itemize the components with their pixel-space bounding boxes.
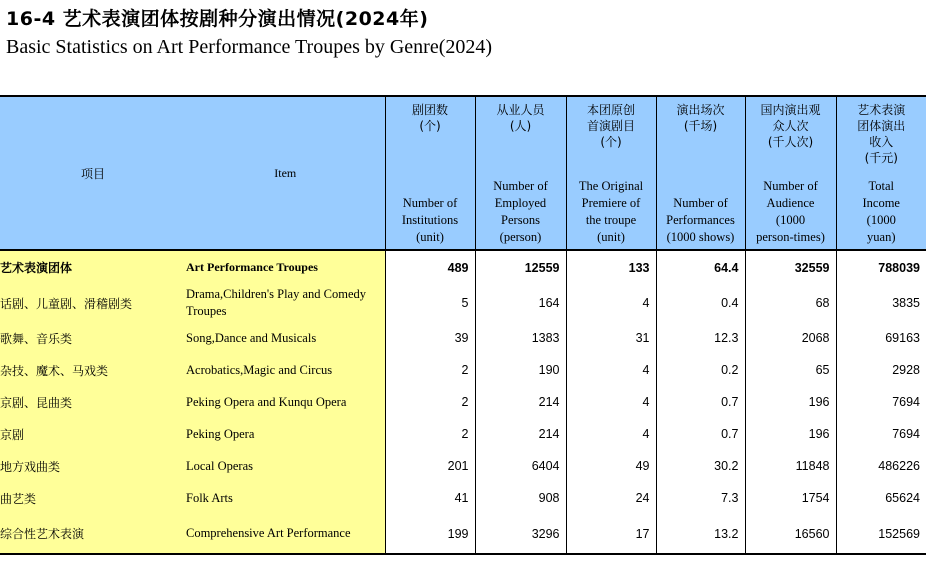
cell-institutions: 199	[385, 514, 475, 554]
column-header-employed-persons	[475, 96, 566, 250]
page-title-chinese: 16-4 艺术表演团体按剧种分演出情况(2024年)	[6, 8, 429, 30]
cell-original-premiere: 49	[566, 450, 656, 482]
cell-performances: 0.2	[656, 354, 745, 386]
cell-performances: 0.7	[656, 386, 745, 418]
row-label-zh: 综合性艺术表演	[0, 514, 186, 554]
table-row	[0, 514, 926, 554]
cell-total-income: 788039	[836, 250, 926, 284]
cell-employed-persons: 214	[475, 418, 566, 450]
cell-total-income: 7694	[836, 418, 926, 450]
row-label-en: Song,Dance and Musicals	[186, 322, 385, 354]
cell-performances: 0.4	[656, 284, 745, 322]
cell-employed-persons: 6404	[475, 450, 566, 482]
table-header-row	[0, 96, 926, 250]
column-header-zh: 剧团数 (个)	[411, 103, 448, 133]
row-label-zh: 杂技、魔术、马戏类	[0, 354, 186, 386]
table-row	[0, 354, 926, 386]
cell-total-income: 2928	[836, 354, 926, 386]
row-label-zh: 歌舞、音乐类	[0, 322, 186, 354]
column-header-en: The Original Premiere of the troupe (unit)	[578, 179, 644, 244]
row-label-en: Comprehensive Art Performance	[186, 514, 385, 554]
row-label-zh: 话剧、儿童剧、滑稽剧类	[0, 284, 186, 322]
cell-institutions: 489	[385, 250, 475, 284]
cell-institutions: 41	[385, 482, 475, 514]
item-header-chinese: 项目	[0, 96, 186, 250]
statistics-table	[0, 95, 926, 555]
cell-original-premiere: 4	[566, 284, 656, 322]
cell-total-income: 152569	[836, 514, 926, 554]
column-header-en: Total Income (1000 yuan)	[862, 179, 900, 244]
row-label-en: Drama,Children's Play and Comedy Troupes	[186, 284, 385, 322]
cell-total-income: 486226	[836, 450, 926, 482]
cell-performances: 0.7	[656, 418, 745, 450]
row-label-zh: 艺术表演团体	[0, 250, 186, 284]
row-label-en: Local Operas	[186, 450, 385, 482]
table-row	[0, 418, 926, 450]
row-label-zh: 京剧、昆曲类	[0, 386, 186, 418]
row-label-en: Art Performance Troupes	[186, 250, 385, 284]
row-label-zh: 京剧	[0, 418, 186, 450]
cell-original-premiere: 31	[566, 322, 656, 354]
row-label-en: Acrobatics,Magic and Circus	[186, 354, 385, 386]
cell-original-premiere: 133	[566, 250, 656, 284]
cell-performances: 64.4	[656, 250, 745, 284]
table-row	[0, 284, 926, 322]
cell-institutions: 201	[385, 450, 475, 482]
table-row	[0, 450, 926, 482]
cell-institutions: 39	[385, 322, 475, 354]
column-header-zh: 国内演出观 众人次 (千人次)	[760, 103, 821, 149]
cell-employed-persons: 164	[475, 284, 566, 322]
row-label-zh: 曲艺类	[0, 482, 186, 514]
column-header-en: Number of Performances (1000 shows)	[666, 196, 735, 244]
column-header-zh: 本团原创 首演剧目 (个)	[586, 103, 635, 149]
cell-institutions: 2	[385, 418, 475, 450]
cell-employed-persons: 3296	[475, 514, 566, 554]
cell-audience: 32559	[745, 250, 836, 284]
cell-original-premiere: 17	[566, 514, 656, 554]
cell-institutions: 5	[385, 284, 475, 322]
cell-audience: 65	[745, 354, 836, 386]
column-header-en: Number of Employed Persons (person)	[493, 179, 548, 244]
column-header-original-premiere	[566, 96, 656, 250]
cell-audience: 196	[745, 418, 836, 450]
page-title-english: Basic Statistics on Art Performance Troupes by Genre(2024)	[6, 36, 493, 58]
cell-original-premiere: 4	[566, 418, 656, 450]
cell-total-income: 3835	[836, 284, 926, 322]
cell-institutions: 2	[385, 354, 475, 386]
cell-institutions: 2	[385, 386, 475, 418]
column-header-zh: 演出场次 (千场)	[676, 103, 725, 133]
column-header-institutions	[385, 96, 475, 250]
cell-audience: 16560	[745, 514, 836, 554]
row-label-en: Peking Opera	[186, 418, 385, 450]
cell-audience: 11848	[745, 450, 836, 482]
cell-performances: 12.3	[656, 322, 745, 354]
column-header-zh: 从业人员 (人)	[496, 103, 545, 133]
cell-performances: 13.2	[656, 514, 745, 554]
table-row	[0, 322, 926, 354]
cell-performances: 7.3	[656, 482, 745, 514]
cell-audience: 68	[745, 284, 836, 322]
cell-original-premiere: 24	[566, 482, 656, 514]
column-header-audience	[745, 96, 836, 250]
cell-employed-persons: 908	[475, 482, 566, 514]
cell-employed-persons: 1383	[475, 322, 566, 354]
cell-original-premiere: 4	[566, 386, 656, 418]
table-row	[0, 482, 926, 514]
column-header-zh: 艺术表演 团体演出 收入 (千元)	[857, 103, 906, 165]
cell-employed-persons: 12559	[475, 250, 566, 284]
row-label-en: Folk Arts	[186, 482, 385, 514]
row-label-en: Peking Opera and Kunqu Opera	[186, 386, 385, 418]
cell-performances: 30.2	[656, 450, 745, 482]
cell-total-income: 69163	[836, 322, 926, 354]
cell-original-premiere: 4	[566, 354, 656, 386]
item-header-english: Item	[186, 96, 385, 250]
cell-employed-persons: 190	[475, 354, 566, 386]
cell-total-income: 65624	[836, 482, 926, 514]
column-header-en: Number of Institutions (unit)	[401, 196, 459, 244]
cell-audience: 1754	[745, 482, 836, 514]
row-label-zh: 地方戏曲类	[0, 450, 186, 482]
cell-employed-persons: 214	[475, 386, 566, 418]
column-header-performances	[656, 96, 745, 250]
cell-audience: 2068	[745, 322, 836, 354]
cell-audience: 196	[745, 386, 836, 418]
table-row	[0, 386, 926, 418]
table-row	[0, 250, 926, 284]
cell-total-income: 7694	[836, 386, 926, 418]
column-header-total-income	[836, 96, 926, 250]
column-header-en: Number of Audience (1000 person-times)	[756, 179, 825, 244]
